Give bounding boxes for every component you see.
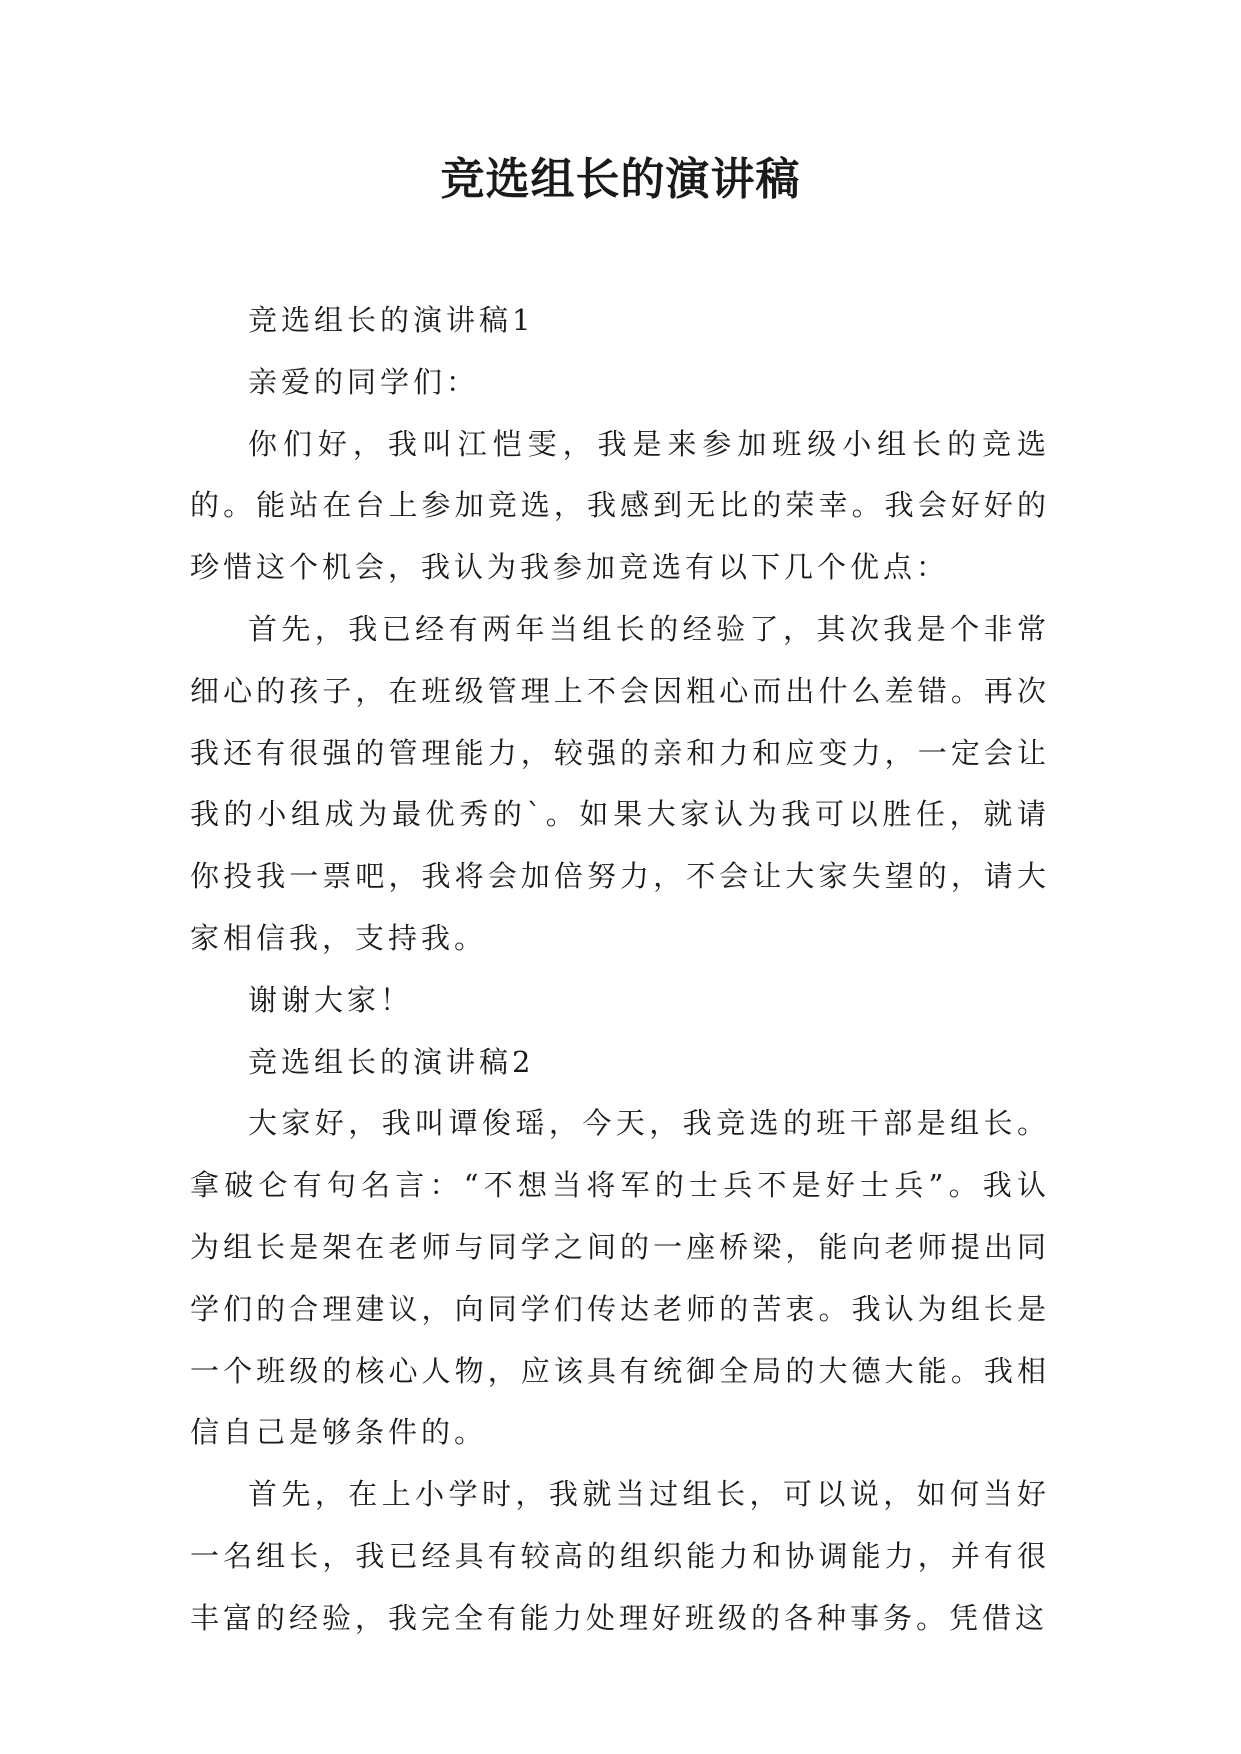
paragraph-speech-2-intro: 大家好，我叫谭俊瑶，今天，我竞选的班干部是组长。拿破仑有句名言：“不想当将军的士兵不是好士兵”。我认为组长是架在老师与同学之间的一座桥梁，能向老师提出同学们的合理建议，向同学们传达老师的苦衷。我认为组长是一个班级的核心人物，应该具有统御全局的大德大能。我相信自己是够条件的。	[190, 1106, 1050, 1450]
section-heading-1: 竞选组长的演讲稿1	[248, 303, 535, 337]
document-body	[190, 290, 1050, 1650]
section-heading-2: 竞选组长的演讲稿2	[248, 1044, 535, 1079]
paragraph-qualifications: 首先，我已经有两年当组长的经验了，其次我是个非常细心的孩子，在班级管理上不会因粗心而出什么差错。再次我还有很强的管理能力，较强的亲和力和应变力，一定会让我的小组成为最优秀的`。如果大家认为我可以胜任，就请你投我一票吧，我将会加倍努力，不会让大家失望的，请大家相信我，支持我。	[190, 611, 1050, 955]
salutation: 亲爱的同学们：	[248, 364, 480, 399]
paragraph-intro: 你们好，我叫江恺雯，我是来参加班级小组长的竞选的。能站在台上参加竞选，我感到无比的荣幸。我会好好的珍惜这个机会，我认为我参加竞选有以下几个优点：	[190, 426, 1050, 585]
document-title: 竞选组长的演讲稿	[440, 154, 801, 205]
closing-thanks: 谢谢大家！	[248, 982, 414, 1017]
paragraph-speech-2-experience: 首先，在上小学时，我就当过组长，可以说，如何当好一名组长，我已经具有较高的组织能力和协调能力，并有很丰富的经验，我完全有能力处理好班级的各种事务。凭借这	[190, 1477, 1050, 1635]
